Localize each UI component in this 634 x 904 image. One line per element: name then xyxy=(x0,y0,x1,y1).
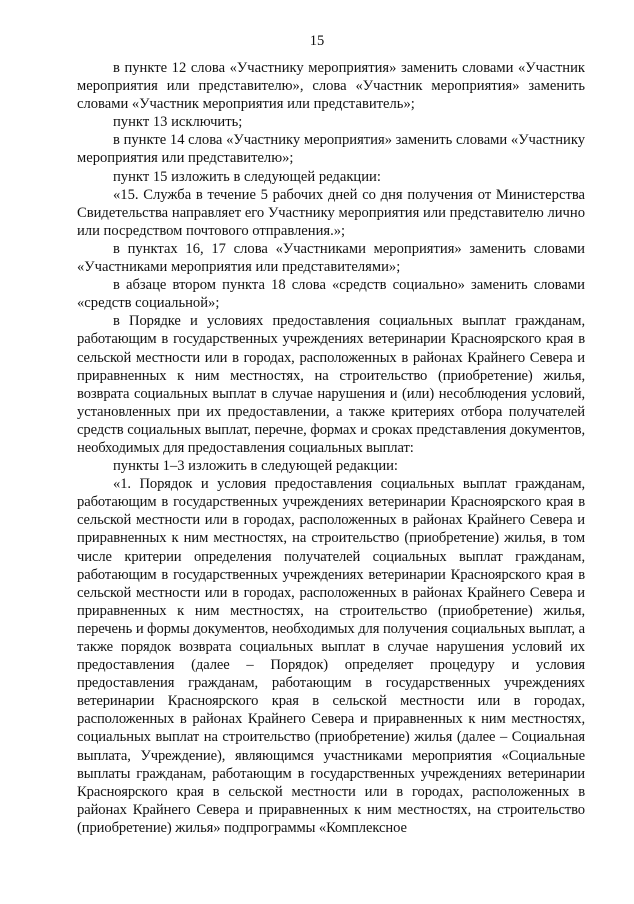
paragraph: в абзаце втором пункта 18 слова «средств социально» заменить словами «средств социальной»; xyxy=(77,277,585,312)
paragraph: в Порядке и условиях предоставления социальных выплат гражданам, работающим в государственных учреждениях ветеринарии Красноярского края в сельской местности или в городах, расположенных в районах Крайнего Севера и приравненных к ним местностях, на строительство (приобретение) жилья, возврата социальных выплат в случае нарушения и (или) несоблюдения условий, установленных при их предоставлении, а также критериях отбора получателей средств социальных выплат, перечне, формах и сроках представления документов, необходимых для предоставления социальных выплат: xyxy=(77,313,585,456)
paragraph: в пункте 12 слова «Участнику мероприятия» заменить словами «Участник мероприятия или представителю», слова «Участник мероприятия» заменить словами «Участник мероприятия или представитель»; xyxy=(77,60,585,113)
paragraph: пункты 1–3 изложить в следующей редакции: xyxy=(113,458,398,475)
paragraph: «1. Порядок и условия предоставления социальных выплат гражданам, работающим в государственных учреждениях ветеринарии Красноярского края в сельской местности или в городах, расположенных в районах Крайнего Севера и приравненных к ним местностях, на строительство (приобретение) жилья, в том числе критерии определения получателей социальных выплат гражданам, работающим в государственных учреждениях ветеринарии Красноярского края в сельской местности или в городах, расположенных в районах Крайнего Севера и приравненных к ним местностях, на строительство (приобретение) жилья, перечень и формы документов, необходимых для получения социальных выплат, а также порядок возврата социальных выплат в случае нарушения условий их предоставления (далее – Порядок) определяет процедуру и условия предоставления гражданам, работающим в государственных учреждениях ветеринарии Красноярского края в сельской местности или в городах, расположенных в районах Крайнего Севера и приравненных к ним местностях, социальных выплат на строительство (приобретение) жилья (далее – Социальная выплата, Учреждение), являющимся участниками мероприятия «Социальные выплаты гражданам, работающим в государственных учреждениях ветеринарии Красноярского края в сельской местности или в городах, расположенных в районах Крайнего Севера и приравненных к ним местностях, на строительство (приобретение) жилья» подпрограммы «Комплексное xyxy=(77,476,585,836)
paragraph: в пунктах 16, 17 слова «Участниками мероприятия» заменить словами «Участниками мероприятия или представителями»; xyxy=(77,240,585,276)
paragraph: пункт 15 изложить в следующей редакции: xyxy=(113,168,381,185)
paragraph: пункт 13 исключить; xyxy=(113,114,243,131)
document-body xyxy=(77,59,585,837)
paragraph: в пункте 14 слова «Участнику мероприятия» заменить словами «Участнику мероприятия или представителю»; xyxy=(77,132,585,167)
paragraph: «15. Служба в течение 5 рабочих дней со дня получения от Министерства Свидетельства направляет его Участнику мероприятия или представителю лично или посредством почтового отправления.»; xyxy=(77,186,585,239)
page-number: 15 xyxy=(309,33,325,49)
